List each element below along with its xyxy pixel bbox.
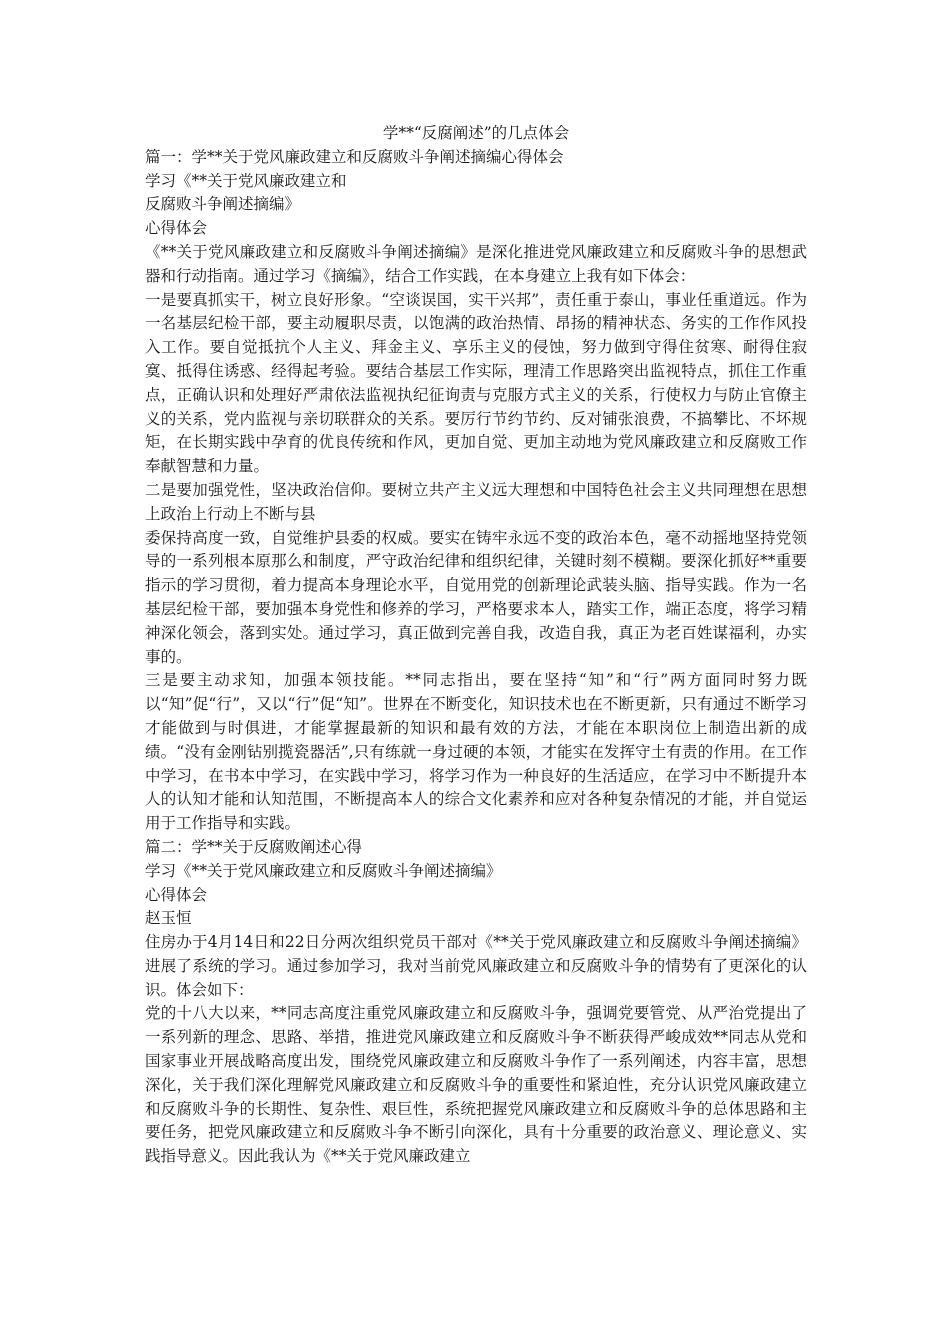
document-line: 篇一：学**关于党风廉政建立和反腐败斗争阐述摘编心得体会 bbox=[145, 147, 564, 166]
document-line: 赵玉恒 bbox=[145, 909, 192, 928]
document-body bbox=[145, 122, 807, 1169]
document-paragraph: 党的十八大以来，**同志高度注重党风廉政建立和反腐败斗争，强调党要管党、从严治党提出了一系列新的理念、思路、举措，推进党风廉政建立和反腐败斗争不断获得严峻成效**同志从党和国家事业开展战略高度出发，围绕党风廉政建立和反腐败斗争作了一系列阐述，内容丰富，思想深化，关于我们深化理解党风廉政建立和反腐败斗争的重要性和紧迫性，充分认识党风廉政建立和反腐败斗争的长期性、复杂性、艰巨性，系统把握党风廉政建立和反腐败斗争的总体思路和主要任务，把党风廉政建立和反腐败斗争不断引向深化，具有十分重要的政治意义、理论意义、实践指导意义。因此我认为《**关于党风廉政建立 bbox=[145, 1004, 807, 1166]
document-blocks bbox=[145, 146, 807, 1169]
document-line: 心得体会 bbox=[145, 885, 208, 904]
document-line: 心得体会 bbox=[145, 219, 208, 238]
document-line: 学习《**关于党风廉政建立和反腐败斗争阐述摘编》 bbox=[145, 861, 502, 880]
document-line: 篇二：学**关于反腐败阐述心得 bbox=[145, 837, 363, 856]
document-paragraph: 《**关于党风廉政建立和反腐败斗争阐述摘编》是深化推进党风廉政建立和反腐败斗争的思想武器和行动指南。通过学习《摘编》，结合工作实践，在本身建立上我有如下体会： bbox=[145, 242, 807, 285]
document-paragraph: 一是要真抓实干，树立良好形象。“空谈误国，实干兴邦”，责任重于泰山，事业任重道远。作为一名基层纪检干部，要主动履职尽责，以饱满的政治热情、昂扬的精神状态、务实的工作作风投入工作。要自觉抵抗个人主义、拜金主义、享乐主义的侵蚀，努力做到守得住贫寒、耐得住寂寞、抵得住诱惑、经得起考验。要结合基层工作实际，理清工作思路突出监视特点，抓住工作重点，正确认识和处理好严肃依法监视执纪征询责与克服方式主义的关系，行使权力与防止官僚主义的关系，党内监视与亲切联群众的关系。要厉行节约节约、反对铺张浪费，不搞攀比、不坏规矩，在长期实践中孕育的优良传统和作风，更加自觉、更加主动地为党风廉政建立和反腐败工作奉献智慧和力量。 bbox=[145, 290, 807, 476]
document-line: 反腐败斗争阐述摘编》 bbox=[145, 195, 301, 214]
document-line: 学习《**关于党风廉政建立和 bbox=[145, 171, 347, 190]
document-title: 学**“反腐阐述”的几点体会 bbox=[382, 124, 570, 142]
document-paragraph: 委保持高度一致，自觉维护县委的权威。要实在铸牢永远不变的政治本色，毫不动摇地坚持党领导的一系列根本原那么和制度，严守政治纪律和组织纪律，关键时刻不模糊。要深化抓好**重要指示的学习贯彻，着力提高本身理论水平，自觉用党的创新理论武装头脑、指导实践。作为一名基层纪检干部，要加强本身党性和修养的学习，严格要求本人，踏实工作，端正态度，将学习精神深化领会，落到实处。通过学习，真正做到完善自我，改造自我，真正为老百姓谋福利，办实事的。 bbox=[145, 528, 807, 666]
document-paragraph: 三是要主动求知，加强本领技能。**同志指出，要在坚持“知”和“行”两方面同时努力既以“知”促“行”，又以“行”促“知”。世界在不断变化，知识技术也在不断更新，只有通过不断学习才能做到与时俱进，才能掌握最新的知识和最有效的方法，才能在本职岗位上制造出新的成绩。“没有金刚钻别揽瓷器活”,只有练就一身过硬的本领，才能实在发挥守土有责的作用。在工作中学习，在书本中学习，在实践中学习，将学习作为一种良好的生活适应，在学习中不断提升本人的认知才能和认知范围，不断提高本人的综合文化素养和应对各种复杂情况的才能，并自觉运用于工作指导和实践。 bbox=[145, 671, 807, 833]
document-paragraph: 住房办于4月14日和22日分两次组织党员干部对《**关于党风廉政建立和反腐败斗争阐述摘编》进展了系统的学习。通过参加学习，我对当前党风廉政建立和反腐败斗争的情势有了更深化的认识。体会如下： bbox=[145, 933, 807, 999]
document-paragraph: 二是要加强党性，坚决政治信仰。要树立共产主义远大理想和中国特色社会主义共同理想在思想上政治上行动上不断与县 bbox=[145, 480, 807, 523]
